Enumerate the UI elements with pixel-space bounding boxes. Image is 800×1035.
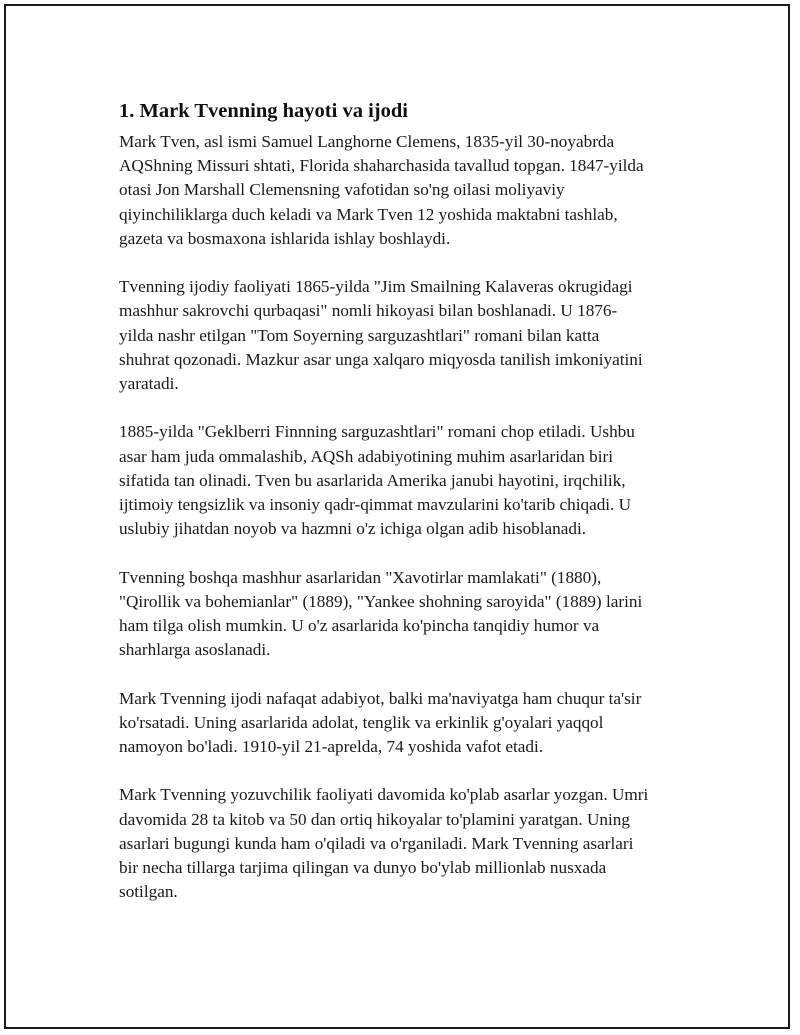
text-line: ham tilga olish mumkin. U o'z asarlarida ko'pincha tanqidiy humor va <box>119 616 600 636</box>
text-line: uslubiy jihatdan noyob va hazmni o'z ichiga olgan adib hisoblanadi. <box>119 519 587 539</box>
section-heading: 1. Mark Tvenning hayoti va ijodi <box>119 100 408 122</box>
text-line: sifatida tan olinadi. Tven bu asarlarida Amerika janubi hayotini, irqchilik, <box>119 470 626 490</box>
text-line: mashhur sakrovchi qurbaqasi" nomli hikoyasi bilan boshlanadi. U 1876- <box>119 301 618 321</box>
text-line: Tvenning ijodiy faoliyati 1865-yilda "Jim Smailning Kalaveras okrugidagi <box>119 277 633 297</box>
paragraph-other-works <box>119 566 699 663</box>
paragraph-biography <box>119 130 699 251</box>
text-line: davomida 28 ta kitob va 50 dan ortiq hikoyalar to'plamini yaratgan. Uning <box>119 809 630 829</box>
text-line: Tvenning boshqa mashhur asarlaridan "Xavotirlar mamlakati" (1880), <box>119 567 602 587</box>
text-line: gazeta va bosmaxona ishlarida ishlay boshlaydi. <box>119 228 451 248</box>
paragraph-bibliography <box>119 783 699 904</box>
text-line: qiyinchiliklarga duch keladi va Mark Tven 12 yoshida maktabni tashlab, <box>119 204 618 224</box>
text-line: ko'rsatadi. Uning asarlarida adolat, tenglik va erkinlik g'oyalari yaqqol <box>119 712 604 732</box>
text-line: "Qirollik va bohemianlar" (1889), "Yankee shohning saroyida" (1889) larini <box>119 591 643 611</box>
text-line: yilda nashr etilgan "Tom Soyerning sarguzashtlari" romani bilan katta <box>119 325 600 345</box>
text-line: Mark Tvenning yozuvchilik faoliyati davomida ko'plab asarlar yozgan. Umri <box>119 785 649 805</box>
text-line: AQShning Missuri shtati, Florida shaharchasida tavallud topgan. 1847-yilda <box>119 156 644 176</box>
text-line: yaratadi. <box>119 374 179 394</box>
text-line: Mark Tven, asl ismi Samuel Langhorne Clemens, 1835-yil 30-noyabrda <box>119 132 615 151</box>
text-line: shuhrat qozonadi. Mazkur asar unga xalqaro miqyosda tanilish imkoniyatini <box>119 349 643 369</box>
paragraph-huckleberry-finn <box>119 420 699 541</box>
paragraph-early-career <box>119 275 699 396</box>
text-line: 1885-yilda "Geklberri Finnning sarguzashtlari" romani chop etiladi. Ushbu <box>119 422 635 442</box>
text-line: sotilgan. <box>119 882 178 902</box>
text-line: sharhlarga asoslanadi. <box>119 640 271 660</box>
text-line: Mark Tvenning ijodi nafaqat adabiyot, balki ma'naviyatga ham chuqur ta'sir <box>119 688 642 708</box>
page-frame <box>4 4 790 1029</box>
text-line: otasi Jon Marshall Clemensning vafotidan so'ng oilasi moliyaviy <box>119 180 565 200</box>
text-line: ijtimoiy tengsizlik va insoniy qadr-qimmat mavzularini ko'tarib chiqadi. U <box>119 495 632 515</box>
paragraph-legacy <box>119 687 699 760</box>
text-line: asar ham juda ommalashib, AQSh adabiyotining muhim asarlaridan biri <box>119 446 614 466</box>
text-line: bir necha tillarga tarjima qilingan va dunyo bo'ylab millionlab nusxada <box>119 858 607 878</box>
text-line: namoyon bo'ladi. 1910-yil 21-aprelda, 74 yoshida vafot etadi. <box>119 737 544 757</box>
text-line: asarlari bugungi kunda ham o'qiladi va o'rganiladi. Mark Tvenning asarlari <box>119 833 634 853</box>
document-body <box>119 98 699 929</box>
